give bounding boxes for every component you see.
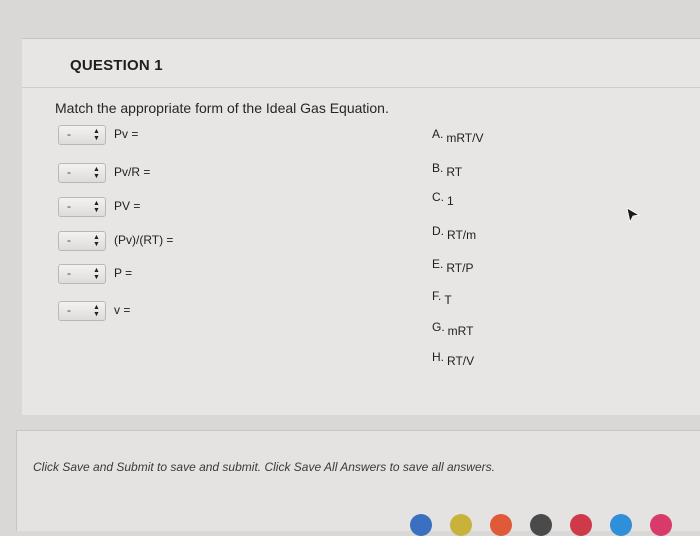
match-label: P = (114, 266, 133, 280)
answer-option (432, 163, 462, 187)
question-title: QUESTION 1 (70, 57, 163, 74)
match-select[interactable] (58, 301, 106, 321)
up-down-arrows-icon: ▲ ▼ (93, 234, 100, 248)
answer-text: mRT/V (446, 131, 484, 145)
answer-text: mRT (447, 324, 474, 338)
select-value: - (67, 127, 71, 141)
select-value: - (67, 165, 71, 179)
dock-app-icon[interactable] (410, 514, 432, 536)
dock-app-icon[interactable] (570, 514, 592, 536)
answer-option (432, 352, 474, 376)
match-label: Pv/R = (114, 165, 151, 179)
answer-option (432, 259, 473, 283)
mouse-pointer-icon (625, 207, 641, 223)
answer-letter: B. (432, 161, 444, 175)
match-select[interactable] (58, 197, 106, 217)
answer-letter: A. (432, 127, 444, 141)
dock-app-icon[interactable] (610, 514, 632, 536)
up-down-arrows-icon: ▲ ▼ (93, 304, 100, 318)
dock-app-icon[interactable] (450, 514, 472, 536)
match-label: PV = (114, 199, 141, 213)
answer-text: RT/P (446, 261, 474, 275)
select-value: - (67, 199, 71, 213)
answer-option (432, 226, 476, 250)
answer-text: RT (446, 165, 463, 179)
up-down-arrows-icon: ▲ ▼ (93, 267, 100, 281)
answer-text: RT/m (447, 228, 477, 242)
answer-option (432, 129, 483, 153)
answer-letter: D. (432, 224, 444, 238)
answer-letter: H. (432, 350, 444, 364)
dock-app-icon[interactable] (530, 514, 552, 536)
match-select[interactable] (58, 231, 106, 251)
submit-instructions: Click Save and Submit to save and submit. Click Save All Answers to save all answers. (33, 460, 495, 474)
taskbar-dock (0, 508, 700, 525)
answer-text: RT/V (447, 354, 475, 368)
answer-option (432, 192, 454, 216)
answer-letter: C. (432, 190, 444, 204)
answer-letter: E. (432, 257, 444, 271)
select-value: - (67, 233, 71, 247)
match-select[interactable] (58, 264, 106, 284)
answer-letter: F. (432, 289, 442, 303)
match-label: (Pv)/(RT) = (114, 233, 174, 247)
answer-text: 1 (447, 194, 454, 208)
select-value: - (67, 266, 71, 280)
up-down-arrows-icon: ▲ ▼ (93, 200, 100, 214)
match-select[interactable] (58, 125, 106, 145)
up-down-arrows-icon: ▲ ▼ (93, 128, 100, 142)
match-label: v = (114, 303, 131, 317)
question-card (22, 38, 700, 415)
question-prompt: Match the appropriate form of the Ideal Gas Equation. (55, 100, 389, 116)
dock-app-icon[interactable] (490, 514, 512, 536)
up-down-arrows-icon: ▲ ▼ (93, 166, 100, 180)
answer-text: T (444, 293, 452, 307)
select-value: - (67, 303, 71, 317)
answer-option (432, 291, 452, 315)
dock-app-icon[interactable] (650, 514, 672, 536)
answer-letter: G. (432, 320, 445, 334)
question-header (22, 39, 700, 88)
match-select[interactable] (58, 163, 106, 183)
answer-option (432, 322, 473, 346)
match-label: Pv = (114, 127, 139, 141)
